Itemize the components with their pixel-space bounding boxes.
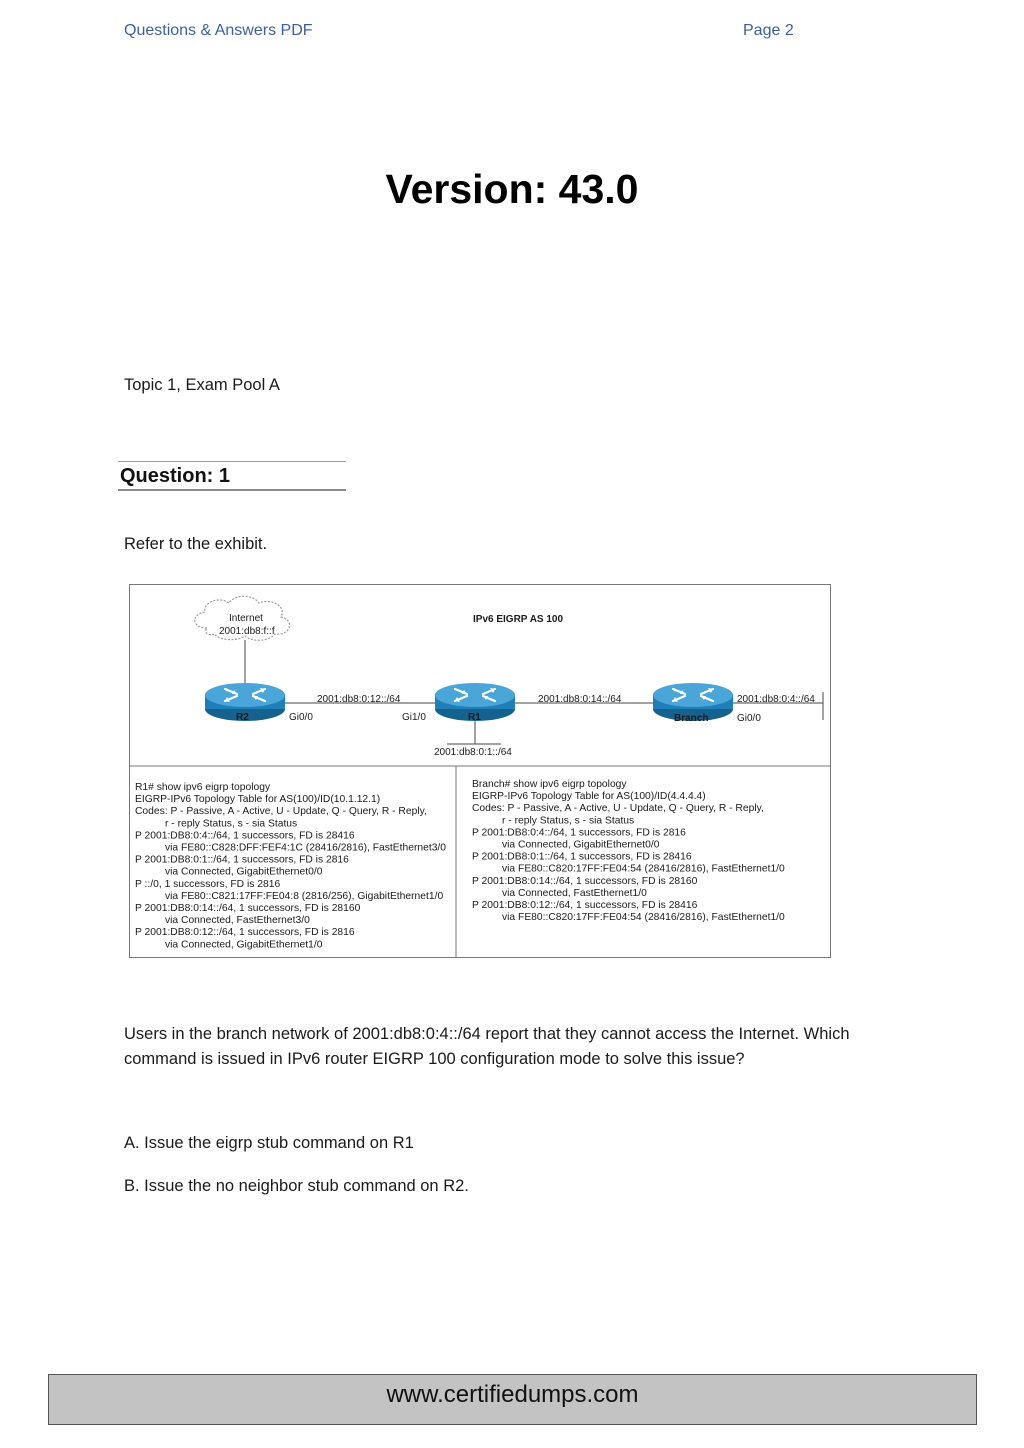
cli-line: P 2001:DB8:0:1::/64, 1 successors, FD is 2816 [135,854,349,866]
cli-line: r - reply Status, s - sia Status [502,815,635,827]
version-title: Version: 43.0 [385,166,639,212]
cli-line: via FE80::C828:DFF:FEF4:1C (28416/2816), FastEthernet3/0 [165,842,447,854]
exhibit-title: IPv6 EIGRP AS 100 [473,614,564,625]
cli-line: EIGRP-IPv6 Topology Table for AS(100)/ID(4.4.4.4) [472,791,706,803]
link-branch-lan-label: 2001:db8:0:4::/64 [737,694,815,705]
cli-line: P 2001:DB8:0:12::/64, 1 successors, FD is 28416 [472,900,698,911]
cli-line: via FE80::C820:17FF:FE04:54 (28416/2816), FastEthernet1/0 [502,912,785,924]
question-heading-box [118,461,346,491]
page-number: Page 2 [743,22,794,39]
cli-line: R1# show ipv6 eigrp topology [135,782,271,793]
cli-line: via Connected, GigabitEthernet1/0 [165,939,323,951]
cli-line: Codes: P - Passive, A - Active, U - Update, Q - Query, R - Reply, [472,803,764,815]
topic-label: Topic 1, Exam Pool A [124,376,280,394]
header-title: Questions & Answers PDF [124,22,313,39]
cli-line: r - reply Status, s - sia Status [165,818,298,830]
cli-line: P 2001:DB8:0:1::/64, 1 successors, FD is 28416 [472,851,692,863]
router-r2-label: R2 [236,712,249,723]
question-text: Users in the branch network of 2001:db8:0:4::/64 report that they cannot access the Internet. Which command is issued in IPv6 router EIGRP 100 configuration mode to solve this issue? [124,1025,850,1068]
footer-url: www.certifiedumps.com [386,1381,639,1408]
option-b: B. Issue the no neighbor stub command on R2. [124,1177,469,1195]
cli-line: P ::/0, 1 successors, FD is 2816 [135,878,281,890]
cli-line: EIGRP-IPv6 Topology Table for AS(100)/ID(10.1.12.1) [135,794,381,806]
internet-address: 2001:db8:f::f [219,626,275,637]
cli-line: Branch# show ipv6 eigrp topology [472,779,627,790]
cli-line: Codes: P - Passive, A - Active, U - Update, Q - Query, R - Reply, [135,806,427,818]
link-r1-lan-label: 2001:db8:0:1::/64 [434,747,512,758]
cli-line: P 2001:DB8:0:4::/64, 1 successors, FD is 2816 [472,827,686,839]
cli-line: via Connected, GigabitEthernet0/0 [165,866,323,878]
cli-line: via Connected, FastEthernet3/0 [165,915,310,927]
option-a: A. Issue the eigrp stub command on R1 [124,1134,414,1152]
cli-line: via Connected, FastEthernet1/0 [502,887,647,899]
cli-line: P 2001:DB8:0:4::/64, 1 successors, FD is 28416 [135,830,355,842]
router-r1-label: R1 [468,712,481,723]
cli-line: via Connected, GigabitEthernet0/0 [502,839,660,851]
cli-line: P 2001:DB8:0:14::/64, 1 successors, FD is 28160 [472,875,698,887]
cli-line: P 2001:DB8:0:14::/64, 1 successors, FD is 28160 [135,903,361,914]
question-title: Question: 1 [120,465,231,487]
r2-interface-label: Gi0/0 [289,712,313,723]
cli-line: P 2001:DB8:0:12::/64, 1 successors, FD is 2816 [135,927,355,939]
footer-bar [48,1374,977,1425]
link-r1-branch-label: 2001:db8:0:14::/64 [538,694,622,705]
cli-line: via FE80::C820:17FF:FE04:54 (28416/2816), FastEthernet1/0 [502,863,785,875]
branch-interface-label: Gi0/0 [737,713,761,724]
exhibit-figure [129,584,831,958]
router-branch-label: Branch [674,713,709,724]
internet-label: Internet [229,613,263,624]
r1-interface-label: Gi1/0 [402,712,426,723]
cli-line: via FE80::C821:17FF:FE04:8 (2816/256), GigabitEthernet1/0 [165,890,444,902]
refer-text: Refer to the exhibit. [124,535,268,553]
link-r2-r1-label: 2001:db8:0:12::/64 [317,694,401,705]
